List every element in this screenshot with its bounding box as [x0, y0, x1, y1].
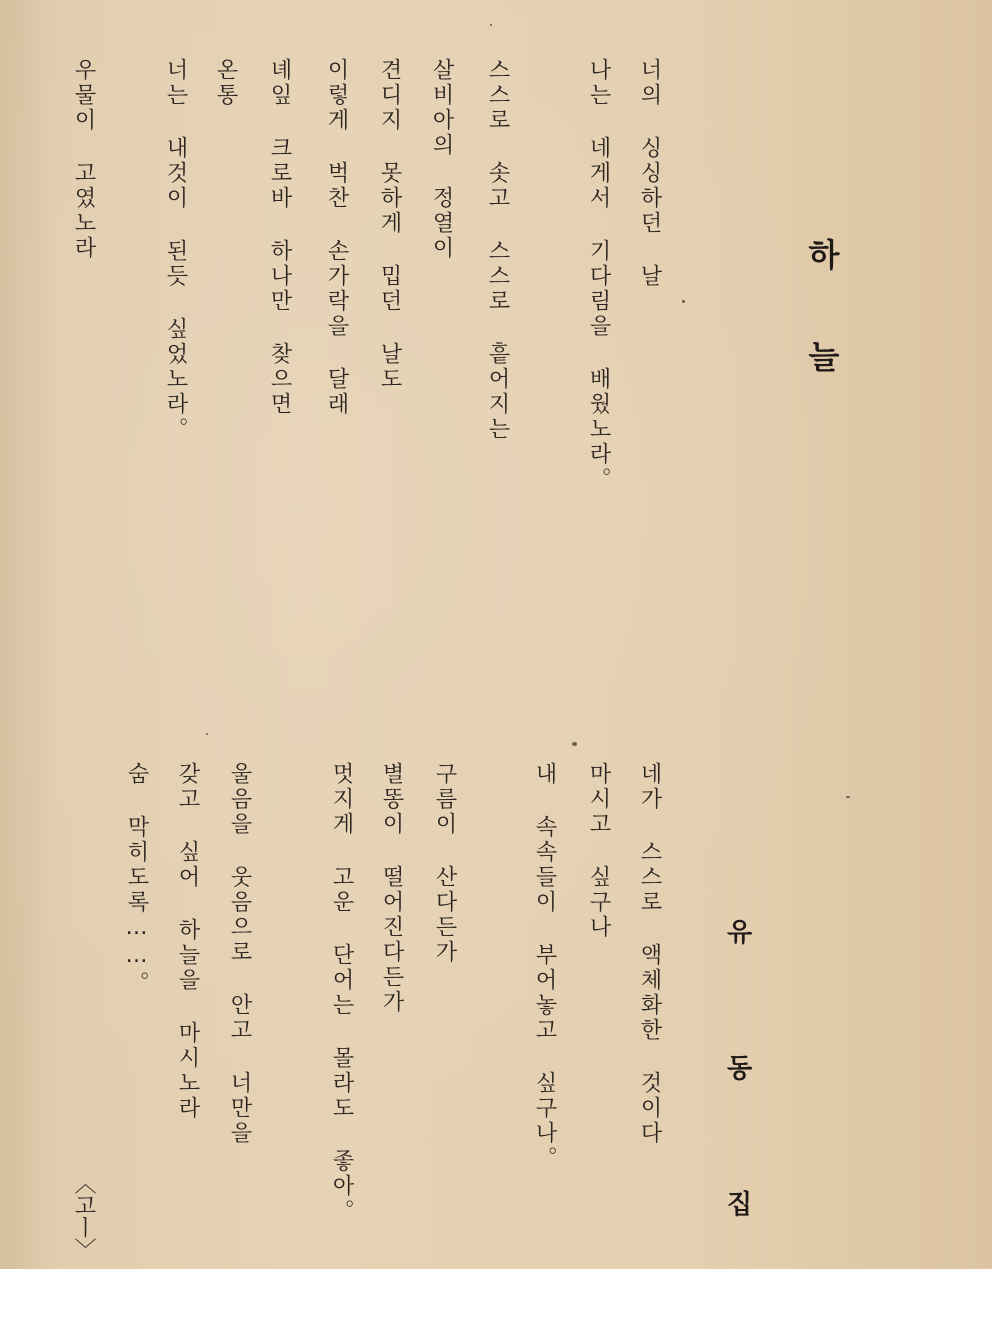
page-number: 〈고ㅣ〉	[71, 1172, 96, 1260]
poem-line: 이렇게 벅찬 손가락을 달래	[324, 58, 349, 417]
poem-line: 마시고 싶구나	[586, 762, 611, 940]
poem-line: 네가 스스로 액체화한 것이다	[637, 762, 662, 1146]
paper-speck	[572, 742, 577, 746]
poem-author: 유동집	[722, 918, 752, 1326]
poem-line: 숨 막히도록……。	[124, 762, 149, 996]
poem-line: 울음을 웃음으로 안고 너만을	[227, 762, 252, 1146]
poem-line: 내 속속들이 부어놓고 싶구나。	[532, 762, 557, 1171]
poem-line: 구름이 산다든가	[432, 762, 457, 965]
poem-line: 살비아의 정열이	[429, 58, 454, 261]
poem-line: 나는 네게서 기다림을 배웠노라。	[586, 58, 611, 492]
poem-line: 너의 싱싱하던 날	[637, 58, 662, 289]
poem-line: 갖고 싶어 하늘을 마시노라	[175, 762, 200, 1121]
paper-speck	[846, 796, 850, 798]
poem-line: 견디지 못하게 밉던 날도	[377, 58, 402, 392]
poem-line: 별똥이 떨어진다든가	[379, 762, 404, 1015]
poem-line: 스스로 솟고 스스로 흩어지는	[485, 58, 510, 442]
poem-line: 우물이 고였노라	[71, 58, 96, 261]
paper-speck	[682, 300, 685, 303]
page-shadow	[0, 0, 60, 1269]
poem-line: 녜잎 크로바 하나만 찾으면	[267, 58, 292, 417]
poem-title: 하늘	[803, 238, 841, 442]
poem-line: 너는 내것이 된듯 싶었노라。	[163, 58, 188, 442]
poem-line: 멋지게 고운 단어는 몰라도 좋아。	[329, 762, 354, 1224]
paper-speck	[206, 733, 208, 735]
poem-line: 온통	[213, 58, 238, 108]
paper-speck	[490, 24, 492, 26]
